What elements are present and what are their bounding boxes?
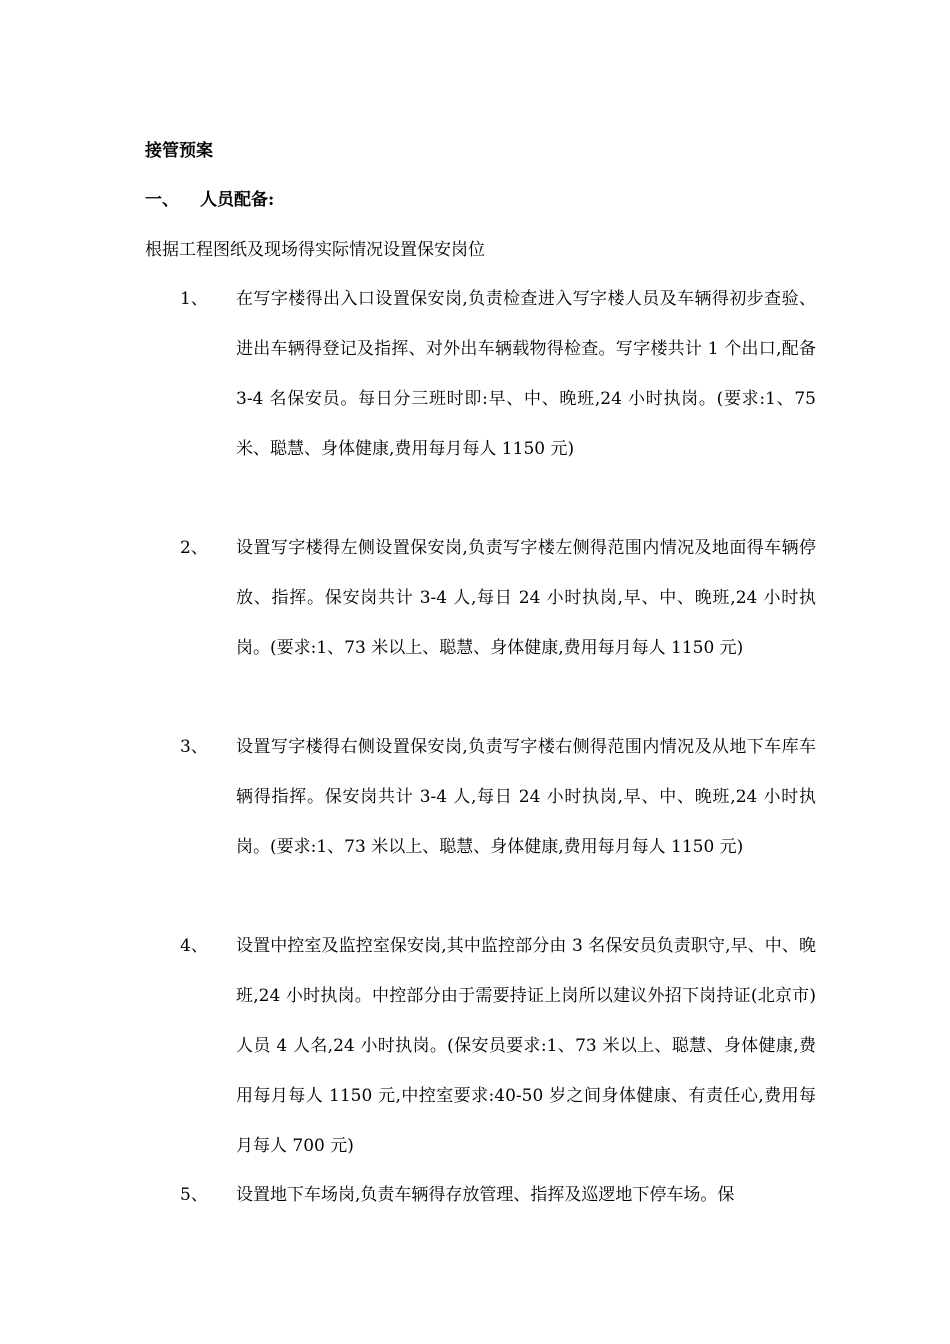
list-item-number: 1、 xyxy=(180,289,208,309)
section-number: 一、 xyxy=(145,190,179,210)
section-heading xyxy=(145,187,274,213)
list-item-text: 设置地下车场岗,负责车辆得存放管理、指挥及巡逻地下停车场。保 xyxy=(236,1185,735,1205)
list-item-number: 3、 xyxy=(180,737,208,757)
list-item-text: 在写字楼得出入口设置保安岗,负责检查进入写字楼人员及车辆得初步查验、进出车辆得登记及指挥、对外出车辆载物得检查。写字楼共计 1 个出口,配备 3-4 名保安员。每日分三班时即:早、中、晚班,24 小时执岗。(要求:1、75 米、聪慧、身体健康,费用每月每人 1150 元) xyxy=(236,289,816,459)
list-item-number: 2、 xyxy=(180,538,208,558)
list-item-text: 设置写字楼得右侧设置保安岗,负责写字楼右侧得范围内情况及从地下车库车辆得指挥。保安岗共计 3-4 人,每日 24 小时执岗,早、中、晚班,24 小时执岗。(要求:1、73 米以上、聪慧、身体健康,费用每月每人 1150 元) xyxy=(236,737,816,857)
list-item-text: 设置写字楼得左侧设置保安岗,负责写字楼左侧得范围内情况及地面得车辆停放、指挥。保安岗共计 3-4 人,每日 24 小时执岗,早、中、晚班,24 小时执岗。(要求:1、73 米以上、聪慧、身体健康,费用每月每人 1150 元) xyxy=(236,538,816,658)
list-item-number: 5、 xyxy=(180,1185,208,1205)
document-title: 接管预案 xyxy=(145,141,213,161)
intro-paragraph: 根据工程图纸及现场得实际情况设置保安岗位 xyxy=(145,240,485,260)
section-heading-text: 人员配备: xyxy=(200,190,275,210)
list-item-text: 设置中控室及监控室保安岗,其中监控部分由 3 名保安员负责职守,早、中、晚班,24 小时执岗。中控部分由于需要持证上岗所以建议外招下岗持证(北京市)人员 4 人名,24 小时执岗。(保安员要求:1、73 米以上、聪慧、身体健康,费用每月每人 1150 元,中控室要求:40-50 岁之间身体健康、有责任心,费用每月每人 700 元) xyxy=(236,936,816,1156)
list-item-number: 4、 xyxy=(180,936,208,956)
